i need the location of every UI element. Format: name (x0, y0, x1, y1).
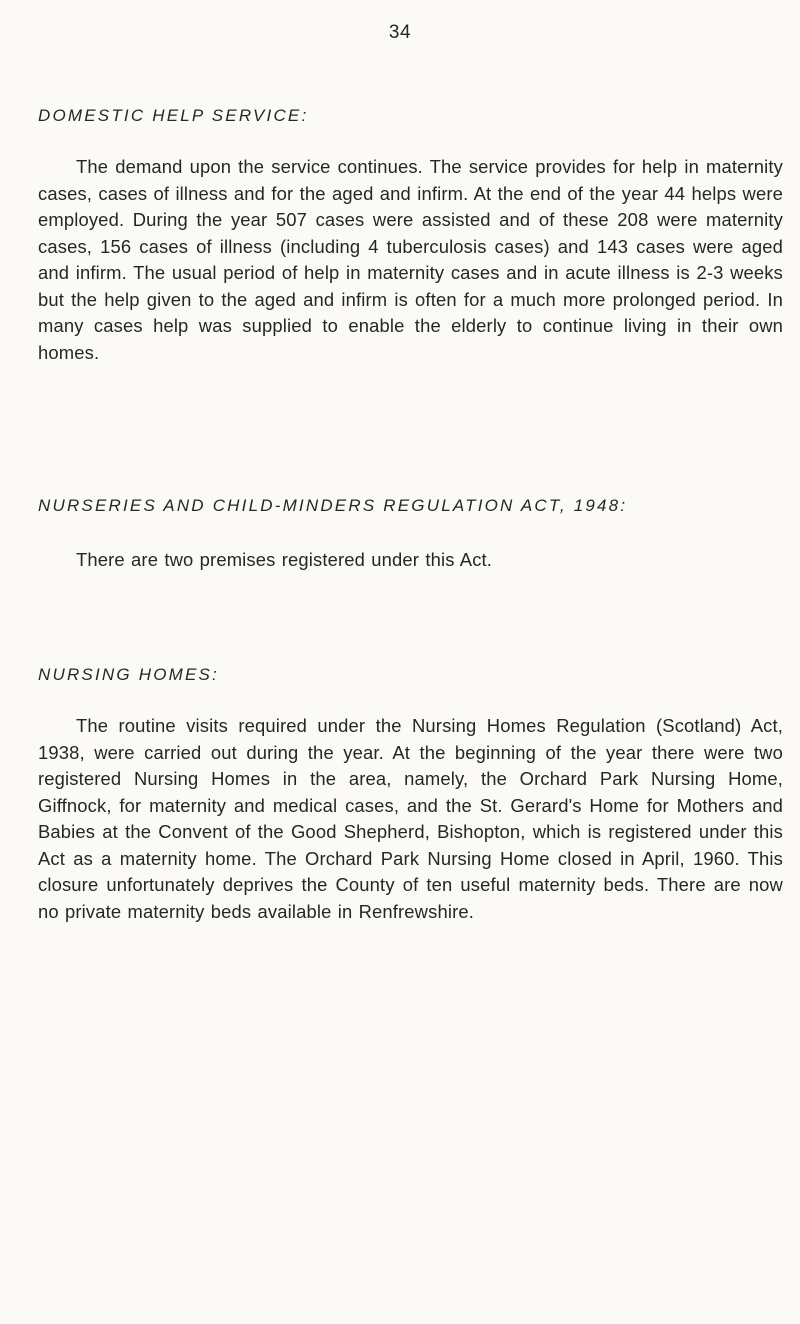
section-nursing-homes (38, 665, 783, 925)
section-paragraph: The routine visits required under the Nursing Homes Regulation (Scotland) Act, 1938, were carried out during the year. At the beginning of the year there were two registered Nursing Homes in the area, namely, the Orchard Park Nursing Home, Giffnock, for maternity and medical cases, and the St. Gerard's Home for Mothers and Babies at the Convent of the Good Shepherd, Bishopton, which is registered under this Act as a maternity home. The Orchard Park Nursing Home closed in April, 1960. This closure unfortunately deprives the County of ten useful maternity beds. There are now no private maternity beds available in Renfrewshire. (38, 715, 783, 922)
section-heading: DOMESTIC HELP SERVICE: (38, 106, 309, 125)
section-heading: NURSERIES AND CHILD-MINDERS REGULATION ACT, 1948: (38, 496, 628, 515)
section-paragraph: There are two premises registered under this Act. (76, 549, 493, 570)
section-domestic-help-service (38, 106, 783, 366)
section-heading: NURSING HOMES: (38, 665, 219, 684)
section-nurseries-act (38, 496, 783, 574)
page-number: 34 (388, 22, 412, 43)
section-paragraph: The demand upon the service continues. The service provides for help in maternity cases, cases of illness and for the aged and infirm. At the end of the year 44 helps were employed. During the year 507 cases were assisted and of these 208 were maternity cases, 156 cases of illness (including 4 tuberculosis cases) and 143 cases were aged and infirm. The usual period of help in maternity cases and in acute illness is 2-3 weeks but the help given to the aged and infirm is often for a much more prolonged period. In many cases help was supplied to enable the elderly to continue living in their own homes. (38, 156, 783, 363)
